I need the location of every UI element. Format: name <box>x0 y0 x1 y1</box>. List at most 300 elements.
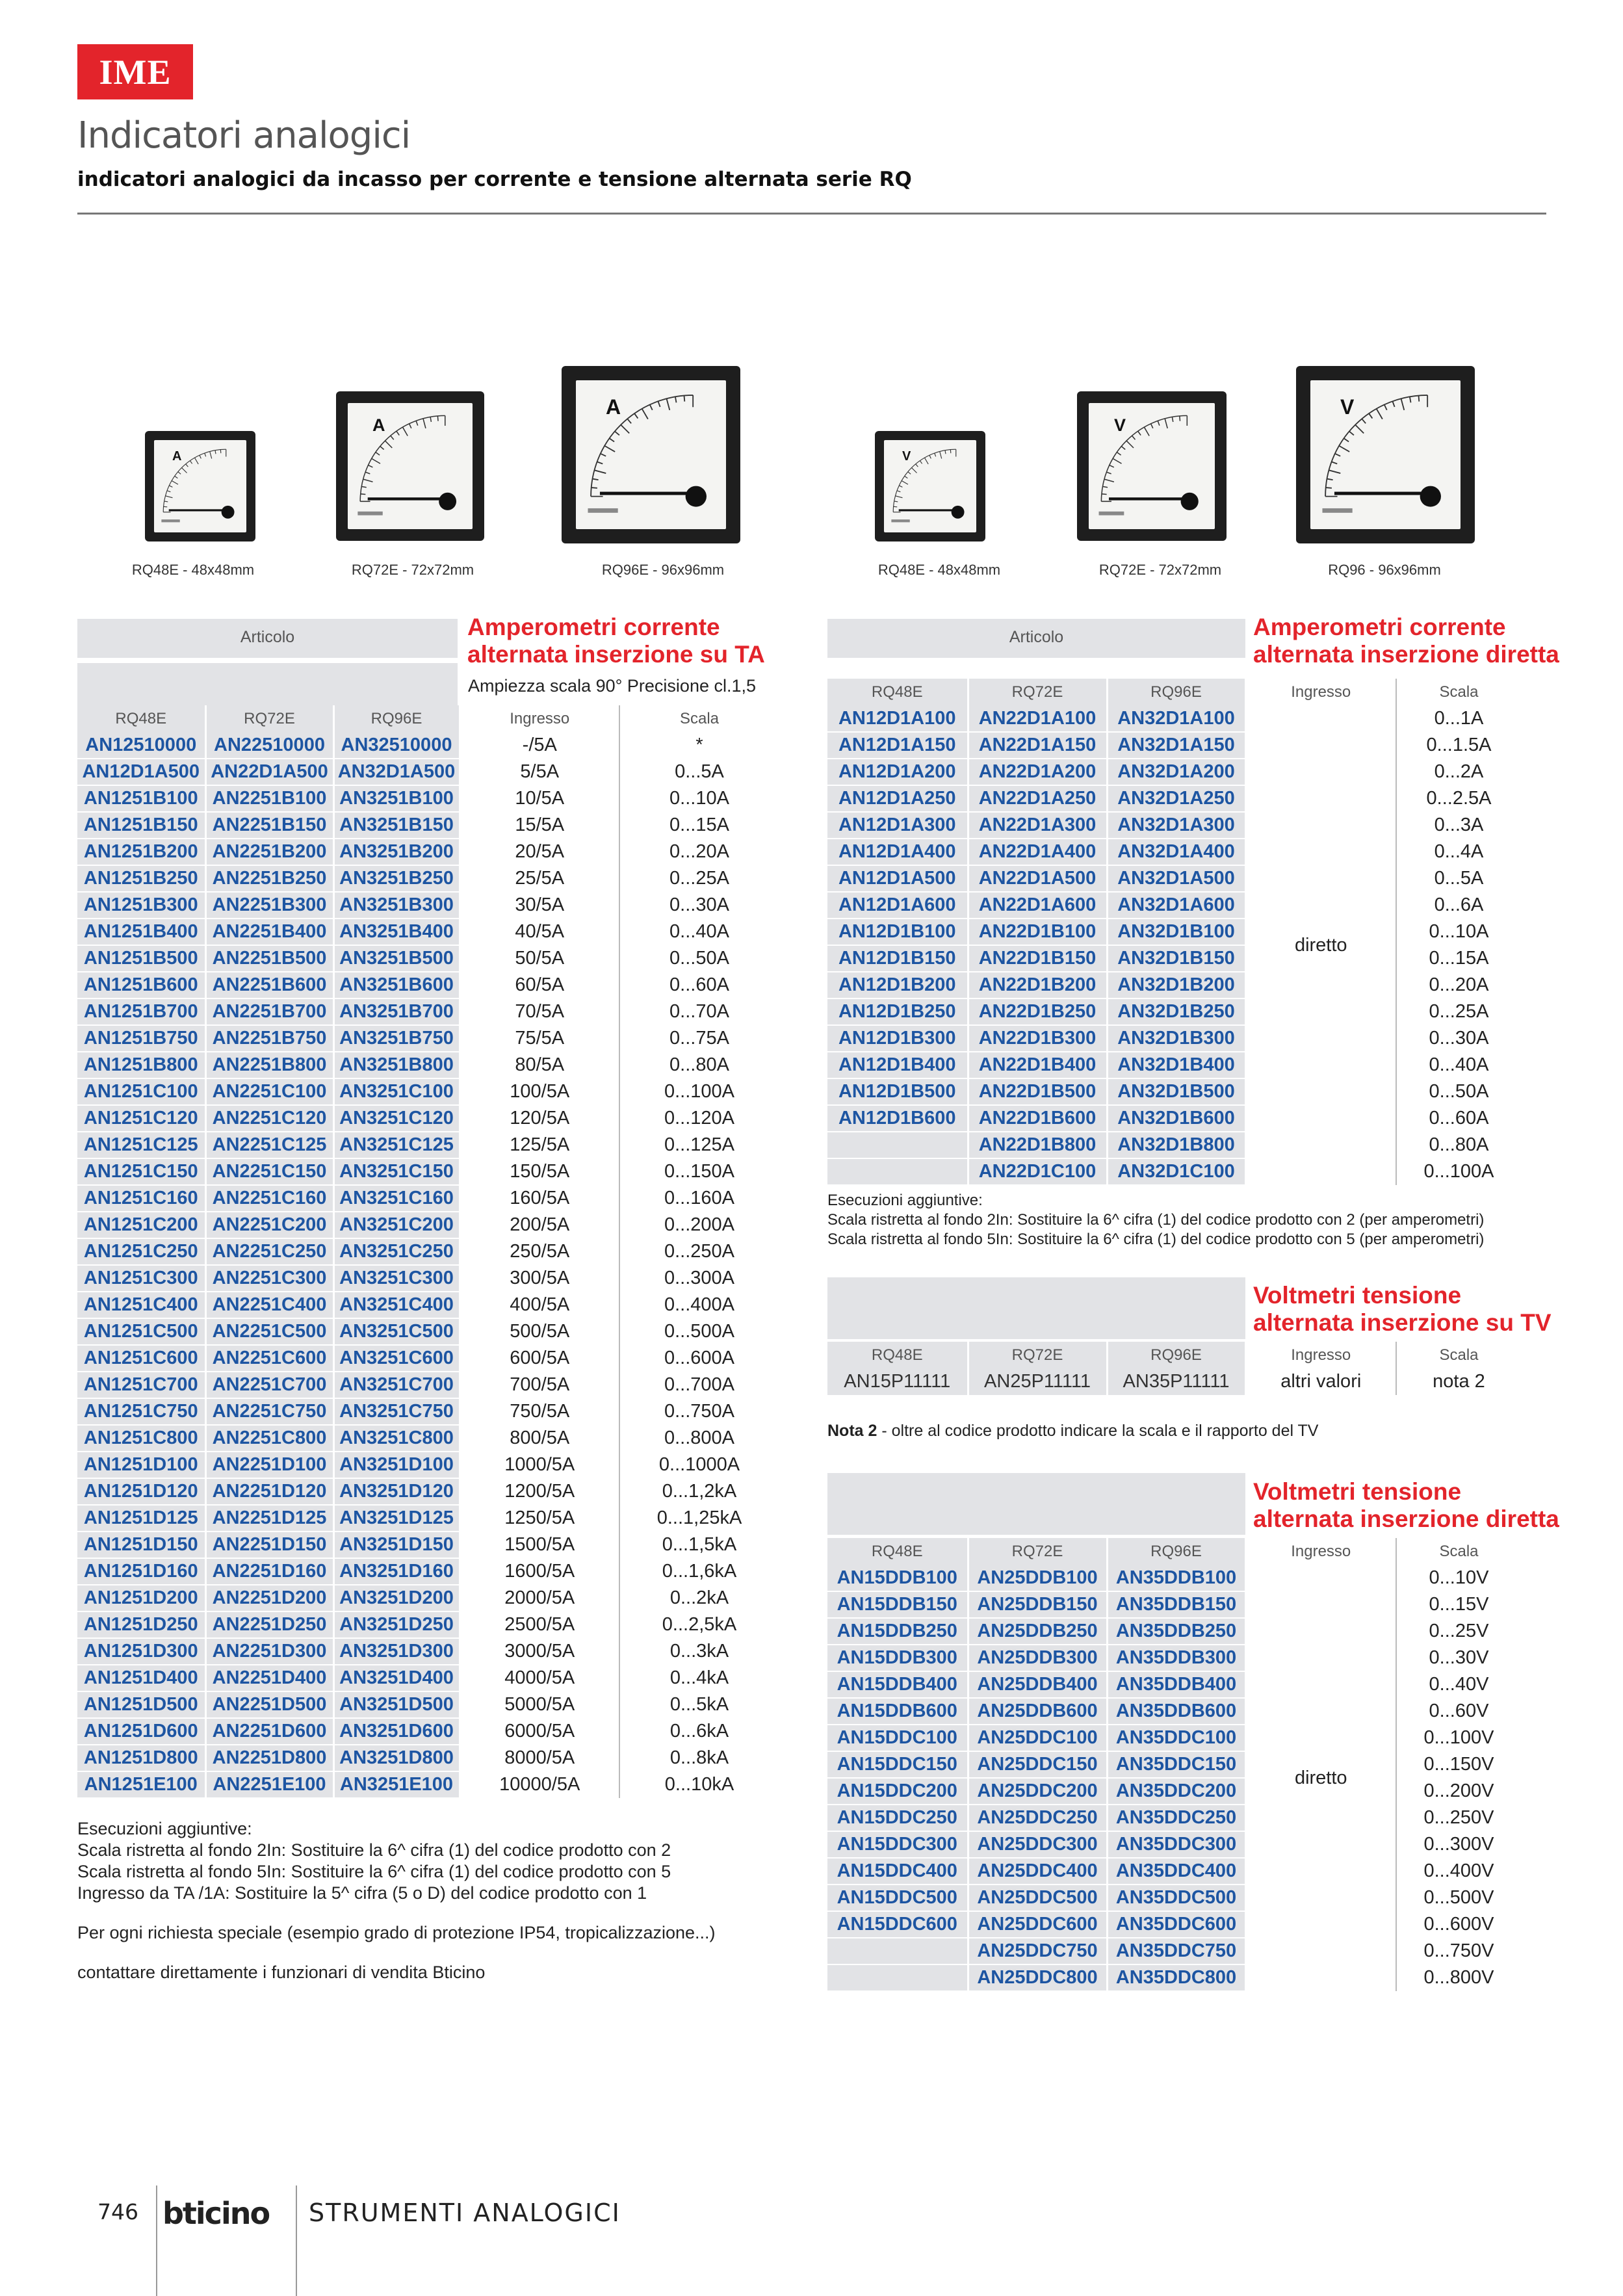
table-row <box>827 1591 1521 1618</box>
ingresso-value: 125/5A <box>510 1134 570 1155</box>
product-code: AN2251C150 <box>205 1158 333 1185</box>
product-code: AN1251D120 <box>77 1478 205 1505</box>
column-header: RQ96E <box>1107 679 1245 705</box>
scala-value: 0...800A <box>619 1425 779 1452</box>
meter-dial-icon <box>154 440 246 532</box>
column-header: RQ48E <box>827 1538 968 1565</box>
note-line <box>77 1904 716 1922</box>
product-code: AN35P11111 <box>1107 1368 1245 1395</box>
product-code: AN3251D100 <box>333 1452 460 1478</box>
product-code: AN2251D600 <box>205 1718 333 1745</box>
product-code: AN3251C125 <box>333 1132 460 1158</box>
table-row <box>77 1691 779 1718</box>
column-header: RQ96E <box>1107 1342 1245 1368</box>
table-row <box>77 1585 779 1611</box>
product-code: AN2251D250 <box>205 1611 333 1638</box>
product-code: AN2251B300 <box>205 892 333 919</box>
scala-value: 0...25A <box>619 865 779 892</box>
product-code: AN2251B150 <box>205 812 333 839</box>
product-code: AN15DDB300 <box>827 1645 968 1671</box>
section-title-volt-dir: Voltmetri tensione alternata inserzione diretta <box>1253 1478 1559 1532</box>
table-row <box>827 892 1521 919</box>
scala-value: 0...10kA <box>619 1771 779 1798</box>
ingresso-value: 1000/5A <box>504 1454 575 1475</box>
product-code <box>827 1132 968 1158</box>
scala-value: 0...4A <box>1396 839 1521 865</box>
table-row <box>827 1858 1521 1885</box>
scala-value: 0...200V <box>1396 1778 1521 1805</box>
table-row <box>77 1478 779 1505</box>
scala-value: 0...25A <box>1396 998 1521 1025</box>
ingresso-value: -/5A <box>522 735 557 755</box>
product-code: AN15DDC400 <box>827 1858 968 1885</box>
meter-dial-icon <box>1310 380 1461 529</box>
ingresso-value: 200/5A <box>510 1214 570 1235</box>
table-row <box>827 839 1521 865</box>
product-code: AN12D1B400 <box>827 1052 968 1078</box>
scala-value: 0...500A <box>619 1318 779 1345</box>
product-code: AN3251C600 <box>333 1345 460 1372</box>
scala-value: 0...2A <box>1396 759 1521 785</box>
scala-value: 0...125A <box>619 1132 779 1158</box>
table-row <box>77 998 779 1025</box>
product-code: AN2251C750 <box>205 1398 333 1425</box>
product-code: AN2251B500 <box>205 945 333 972</box>
product-code: AN1251C100 <box>77 1078 205 1105</box>
product-code: AN2251B250 <box>205 865 333 892</box>
product-code: AN35DDB250 <box>1107 1618 1245 1645</box>
product-code: AN35DDC750 <box>1107 1938 1245 1964</box>
table-row <box>77 1532 779 1558</box>
product-code: AN1251C150 <box>77 1158 205 1185</box>
note-line: Ingresso da TA /1A: Sostituire la 5^ cifra (5 o D) del codice prodotto con 1 <box>77 1883 647 1903</box>
product-code: AN1251D800 <box>77 1745 205 1771</box>
scala-value: 0...2.5A <box>1396 785 1521 812</box>
product-code: AN32D1A300 <box>1107 812 1245 839</box>
product-code: AN3251B600 <box>333 972 460 998</box>
product-code: AN1251C400 <box>77 1292 205 1318</box>
product-code: AN32D1A250 <box>1107 785 1245 812</box>
product-code: AN3251C500 <box>333 1318 460 1345</box>
note-line: Scala ristretta al fondo 5In: Sostituire la 6^ cifra (1) del codice prodotto con 5 <box>77 1862 671 1881</box>
product-code: AN1251D150 <box>77 1532 205 1558</box>
scala-value: 0...1,2kA <box>619 1478 779 1505</box>
product-code: AN1251D300 <box>77 1638 205 1665</box>
product-code: AN1251D250 <box>77 1611 205 1638</box>
table-row <box>827 785 1521 812</box>
meter-caption: RQ48E - 48x48mm <box>877 562 1001 578</box>
product-code: AN15DDC600 <box>827 1911 968 1938</box>
product-code: AN1251B800 <box>77 1052 205 1078</box>
table-row <box>827 1052 1521 1078</box>
product-code: AN22D1A300 <box>968 812 1107 839</box>
product-code: AN2251C800 <box>205 1425 333 1452</box>
table-row <box>77 1745 779 1771</box>
note-line: Esecuzioni aggiuntive: <box>827 1192 983 1209</box>
table-row <box>827 759 1521 785</box>
product-code: AN2251C250 <box>205 1238 333 1265</box>
scala-value: 0...5A <box>619 759 779 785</box>
product-code: AN1251B400 <box>77 919 205 945</box>
product-code: AN22D1B400 <box>968 1052 1107 1078</box>
product-code: AN3251D125 <box>333 1505 460 1532</box>
table-row <box>77 1052 779 1078</box>
scala-value: 0...60V <box>1396 1698 1521 1725</box>
meter-left-1 <box>336 391 484 541</box>
meter-unit-letter: V <box>902 449 911 463</box>
product-code: AN1251B100 <box>77 785 205 812</box>
product-code: AN25DDB400 <box>968 1671 1107 1698</box>
product-code: AN25DDC800 <box>968 1964 1107 1991</box>
table-row <box>77 1558 779 1585</box>
product-code: AN3251D150 <box>333 1532 460 1558</box>
product-code: AN1251B700 <box>77 998 205 1025</box>
page-subtitle: indicatori analogici da incasso per corrente e tensione alternata serie RQ <box>77 168 912 191</box>
header-divider <box>77 213 1546 215</box>
table-row <box>77 1105 779 1132</box>
table-row <box>827 1698 1521 1725</box>
scala-value: 0...5kA <box>619 1691 779 1718</box>
product-code: AN12D1A200 <box>827 759 968 785</box>
product-code: AN1251C200 <box>77 1212 205 1238</box>
product-code: AN1251C160 <box>77 1185 205 1212</box>
product-code: AN2251D100 <box>205 1452 333 1478</box>
note-line: contattare direttamente i funzionari di vendita Bticino <box>77 1963 486 1982</box>
product-code: AN2251C700 <box>205 1372 333 1398</box>
product-code: AN32D1B600 <box>1107 1105 1245 1132</box>
product-code: AN35DDB150 <box>1107 1591 1245 1618</box>
table-row <box>77 1292 779 1318</box>
ingresso-value: 5000/5A <box>504 1694 575 1715</box>
product-code: AN22D1A500 <box>205 759 333 785</box>
product-code: AN22D1B300 <box>968 1025 1107 1052</box>
table-row <box>827 705 1521 732</box>
product-code: AN12D1B500 <box>827 1078 968 1105</box>
product-code: AN3251E100 <box>333 1771 460 1798</box>
footer-section: STRUMENTI ANALOGICI <box>309 2198 621 2227</box>
note-line: Scala ristretta al fondo 2In: Sostituire la 6^ cifra (1) del codice prodotto con 2 <box>77 1840 671 1860</box>
product-code: AN3251C160 <box>333 1185 460 1212</box>
product-code: AN12510000 <box>77 732 205 759</box>
product-code: AN1251D125 <box>77 1505 205 1532</box>
scala-value: 0...40A <box>1396 1052 1521 1078</box>
product-code: AN3251B150 <box>333 812 460 839</box>
scala-value: 0...2kA <box>619 1585 779 1611</box>
ingresso-value: 300/5A <box>510 1268 570 1288</box>
notes-left <box>77 1818 716 1983</box>
product-code: AN3251C150 <box>333 1158 460 1185</box>
section-title-volt-tv: Voltmetri tensione alternata inserzione su TV <box>1253 1282 1552 1336</box>
scala-value: 0...10V <box>1396 1565 1521 1591</box>
scala-value: 0...1,25kA <box>619 1505 779 1532</box>
product-code: AN15P11111 <box>827 1368 968 1395</box>
page-number: 746 <box>97 2199 138 2224</box>
product-code: AN22D1A250 <box>968 785 1107 812</box>
scala-value: * <box>619 732 779 759</box>
table-row <box>77 1025 779 1052</box>
product-code: AN2251C125 <box>205 1132 333 1158</box>
table-row <box>77 1265 779 1292</box>
footer-line-2 <box>296 2185 297 2296</box>
scala-value: 0...10A <box>619 785 779 812</box>
product-code: AN25DDB600 <box>968 1698 1107 1725</box>
scala-value: 0...300V <box>1396 1831 1521 1858</box>
product-code: AN22D1A500 <box>968 865 1107 892</box>
product-code: AN2251D300 <box>205 1638 333 1665</box>
product-code: AN1251C600 <box>77 1345 205 1372</box>
product-code: AN3251B400 <box>333 919 460 945</box>
scala-value: 0...250V <box>1396 1805 1521 1831</box>
column-header: Scala <box>1396 679 1521 705</box>
product-code <box>827 1158 968 1185</box>
ingresso-value: 40/5A <box>515 921 565 942</box>
meter-unit-letter: A <box>372 415 385 435</box>
table-row <box>77 1718 779 1745</box>
product-code: AN2251D120 <box>205 1478 333 1505</box>
product-code: AN2251E100 <box>205 1771 333 1798</box>
ingresso-value: 8000/5A <box>504 1747 575 1768</box>
column-header: RQ96E <box>333 705 460 732</box>
product-code: AN3251C800 <box>333 1425 460 1452</box>
product-code: AN2251B800 <box>205 1052 333 1078</box>
product-code: AN2251D150 <box>205 1532 333 1558</box>
table-amp-ta <box>77 705 779 1799</box>
scala-value: 0...40V <box>1396 1671 1521 1698</box>
meter-caption: RQ72E - 72x72mm <box>1098 562 1222 578</box>
ingresso-value: 75/5A <box>515 1028 565 1049</box>
table-row <box>827 1778 1521 1805</box>
product-code: AN25DDB100 <box>968 1565 1107 1591</box>
product-code: AN22D1B250 <box>968 998 1107 1025</box>
product-code: AN2251C500 <box>205 1318 333 1345</box>
table-row <box>827 1565 1521 1591</box>
product-code: AN1251B250 <box>77 865 205 892</box>
ingresso-value: 50/5A <box>515 948 565 969</box>
product-code: AN12D1B600 <box>827 1105 968 1132</box>
table-row <box>77 1665 779 1691</box>
product-code: AN12D1B150 <box>827 945 968 972</box>
scala-value: 0...100A <box>1396 1158 1521 1185</box>
table-row <box>77 945 779 972</box>
scala-value: 0...70A <box>619 998 779 1025</box>
table-header <box>827 1538 1521 1565</box>
ingresso-value: 400/5A <box>510 1294 570 1315</box>
product-code: AN32D1C100 <box>1107 1158 1245 1185</box>
table-row <box>77 1372 779 1398</box>
product-code: AN2251B100 <box>205 785 333 812</box>
table-amp-dir <box>827 679 1521 1186</box>
product-code: AN3251D800 <box>333 1745 460 1771</box>
product-code: AN12D1B300 <box>827 1025 968 1052</box>
ingresso-value: 2500/5A <box>504 1614 575 1635</box>
product-code: AN12D1A500 <box>827 865 968 892</box>
meter-caption: RQ72E - 72x72mm <box>351 562 474 578</box>
bticino-logo: bticino <box>162 2196 270 2231</box>
product-code: AN25DDC150 <box>968 1751 1107 1778</box>
table-row <box>827 919 1521 945</box>
product-code: AN12D1B100 <box>827 919 968 945</box>
table-header <box>827 1342 1521 1368</box>
product-code: AN25DDB250 <box>968 1618 1107 1645</box>
section-title-amp-dir: Amperometri corrente alternata inserzione diretta <box>1253 614 1559 668</box>
articolo-band-2 <box>77 663 458 705</box>
product-code: AN35DDC100 <box>1107 1725 1245 1751</box>
product-code: AN3251D300 <box>333 1638 460 1665</box>
product-code: AN2251C400 <box>205 1292 333 1318</box>
meter-left-2 <box>562 366 740 543</box>
scala-value: 0...300A <box>619 1265 779 1292</box>
range-note: Ampiezza scala 90° Precisione cl.1,5 <box>468 676 757 696</box>
product-code: AN25DDC400 <box>968 1858 1107 1885</box>
product-code: AN2251D500 <box>205 1691 333 1718</box>
table-row <box>827 812 1521 839</box>
column-header: Ingresso <box>1291 1542 1351 1560</box>
column-header: Ingresso <box>1291 1346 1351 1364</box>
note-line <box>77 1944 716 1962</box>
meter-caption: RQ48E - 48x48mm <box>131 562 255 578</box>
product-code: AN1251C500 <box>77 1318 205 1345</box>
product-code: AN25DDB150 <box>968 1591 1107 1618</box>
product-code: AN2251C200 <box>205 1212 333 1238</box>
product-code: AN32D1B200 <box>1107 972 1245 998</box>
column-header: Ingresso <box>510 709 570 727</box>
product-code: AN1251C300 <box>77 1265 205 1292</box>
scala-value: 0...15A <box>1396 945 1521 972</box>
product-code <box>827 1964 968 1991</box>
scala-value: 0...150V <box>1396 1751 1521 1778</box>
scala-value: 0...30A <box>1396 1025 1521 1052</box>
product-code: AN3251B500 <box>333 945 460 972</box>
meter-unit-letter: V <box>1340 395 1355 419</box>
scala-value: 0...600A <box>619 1345 779 1372</box>
product-code: AN2251C160 <box>205 1185 333 1212</box>
product-code: AN35DDC200 <box>1107 1778 1245 1805</box>
ingresso-value: 6000/5A <box>504 1721 575 1742</box>
scala-value: 0...80A <box>1396 1132 1521 1158</box>
scala-value: 0...150A <box>619 1158 779 1185</box>
table-row <box>77 1452 779 1478</box>
product-code: AN2251C300 <box>205 1265 333 1292</box>
scala-value: 0...40A <box>619 919 779 945</box>
product-code: AN1251D400 <box>77 1665 205 1691</box>
product-code: AN22D1A400 <box>968 839 1107 865</box>
table-row <box>77 1505 779 1532</box>
product-code: AN22D1A600 <box>968 892 1107 919</box>
product-code: AN25DDC750 <box>968 1938 1107 1964</box>
table-volt-tv <box>827 1342 1521 1395</box>
column-header: RQ96E <box>1107 1538 1245 1565</box>
table-header <box>827 679 1521 705</box>
product-code: AN35DDC500 <box>1107 1885 1245 1911</box>
column-header: Scala <box>619 705 779 732</box>
product-code: AN32510000 <box>333 732 460 759</box>
table-row <box>77 1132 779 1158</box>
meter-dial-icon <box>1089 403 1215 529</box>
scala-value: 0...20A <box>1396 972 1521 998</box>
table-row <box>827 1725 1521 1751</box>
table-header <box>77 705 779 732</box>
product-code: AN22D1A150 <box>968 732 1107 759</box>
ingresso-value: 1250/5A <box>504 1507 575 1528</box>
product-code: AN3251C400 <box>333 1292 460 1318</box>
product-code: AN32D1B800 <box>1107 1132 1245 1158</box>
meter-right-0 <box>875 431 985 541</box>
table-row <box>77 1078 779 1105</box>
ime-logo: IME <box>77 44 193 99</box>
column-header: RQ48E <box>77 705 205 732</box>
ingresso-value: 10000/5A <box>499 1774 580 1795</box>
table-row <box>77 892 779 919</box>
ingresso-value: 1600/5A <box>504 1561 575 1582</box>
product-code: AN1251C800 <box>77 1425 205 1452</box>
meter-caption: RQ96 - 96x96mm <box>1328 562 1441 578</box>
scala-value: 0...15V <box>1396 1591 1521 1618</box>
product-code: AN32D1A500 <box>1107 865 1245 892</box>
product-code: AN3251D160 <box>333 1558 460 1585</box>
product-code: AN3251D250 <box>333 1611 460 1638</box>
articolo-label-right: Articolo <box>1009 628 1064 646</box>
scala-value: 0...120A <box>619 1105 779 1132</box>
ingresso-value: 30/5A <box>515 894 565 915</box>
table-row <box>77 1771 779 1798</box>
product-code: AN12D1A250 <box>827 785 968 812</box>
product-code: AN3251C750 <box>333 1398 460 1425</box>
scala-value: 0...800V <box>1396 1964 1521 1991</box>
scala-value: 0...15A <box>619 812 779 839</box>
product-code: AN32D1A100 <box>1107 705 1245 732</box>
table-row <box>827 1751 1521 1778</box>
scala-value: 0...1A <box>1396 705 1521 732</box>
product-code: AN3251C700 <box>333 1372 460 1398</box>
scala-value: 0...10A <box>1396 919 1521 945</box>
product-code: AN12D1A300 <box>827 812 968 839</box>
product-code: AN2251C100 <box>205 1078 333 1105</box>
ingresso-value: 250/5A <box>510 1241 570 1262</box>
footer-line-1 <box>156 2185 157 2296</box>
table-row <box>827 945 1521 972</box>
product-code: AN3251D500 <box>333 1691 460 1718</box>
ingresso-value: 1200/5A <box>504 1481 575 1502</box>
product-code: AN22D1B150 <box>968 945 1107 972</box>
scala-value: 0...200A <box>619 1212 779 1238</box>
note-line: Scala ristretta al fondo 5In: Sostituire la 6^ cifra (1) del codice prodotto con 5 (per amperometri) <box>827 1231 1485 1248</box>
meter-unit-letter: A <box>172 449 182 463</box>
table-row <box>77 1425 779 1452</box>
scala-value: 0...30V <box>1396 1645 1521 1671</box>
table-row <box>827 865 1521 892</box>
table-row <box>827 1158 1521 1185</box>
product-code: AN32D1A500 <box>333 759 460 785</box>
scala-value: 0...1000A <box>619 1452 779 1478</box>
product-code: AN25DDC300 <box>968 1831 1107 1858</box>
ingresso-value: 600/5A <box>510 1348 570 1368</box>
product-code: AN1251D500 <box>77 1691 205 1718</box>
table-row <box>827 972 1521 998</box>
meter-unit-letter: A <box>606 395 621 419</box>
notes-amp-dir <box>827 1191 1484 1249</box>
table-row <box>827 1805 1521 1831</box>
product-code: AN12D1A150 <box>827 732 968 759</box>
product-code: AN15DDC150 <box>827 1751 968 1778</box>
ingresso-value: 60/5A <box>515 974 565 995</box>
product-code: AN1251B300 <box>77 892 205 919</box>
product-code: AN2251D200 <box>205 1585 333 1611</box>
ingresso-value: 25/5A <box>515 868 565 889</box>
note-line: Esecuzioni aggiuntive: <box>77 1819 252 1838</box>
scala-value: 0...100A <box>619 1078 779 1105</box>
product-code: AN22510000 <box>205 732 333 759</box>
product-code: AN1251B200 <box>77 839 205 865</box>
